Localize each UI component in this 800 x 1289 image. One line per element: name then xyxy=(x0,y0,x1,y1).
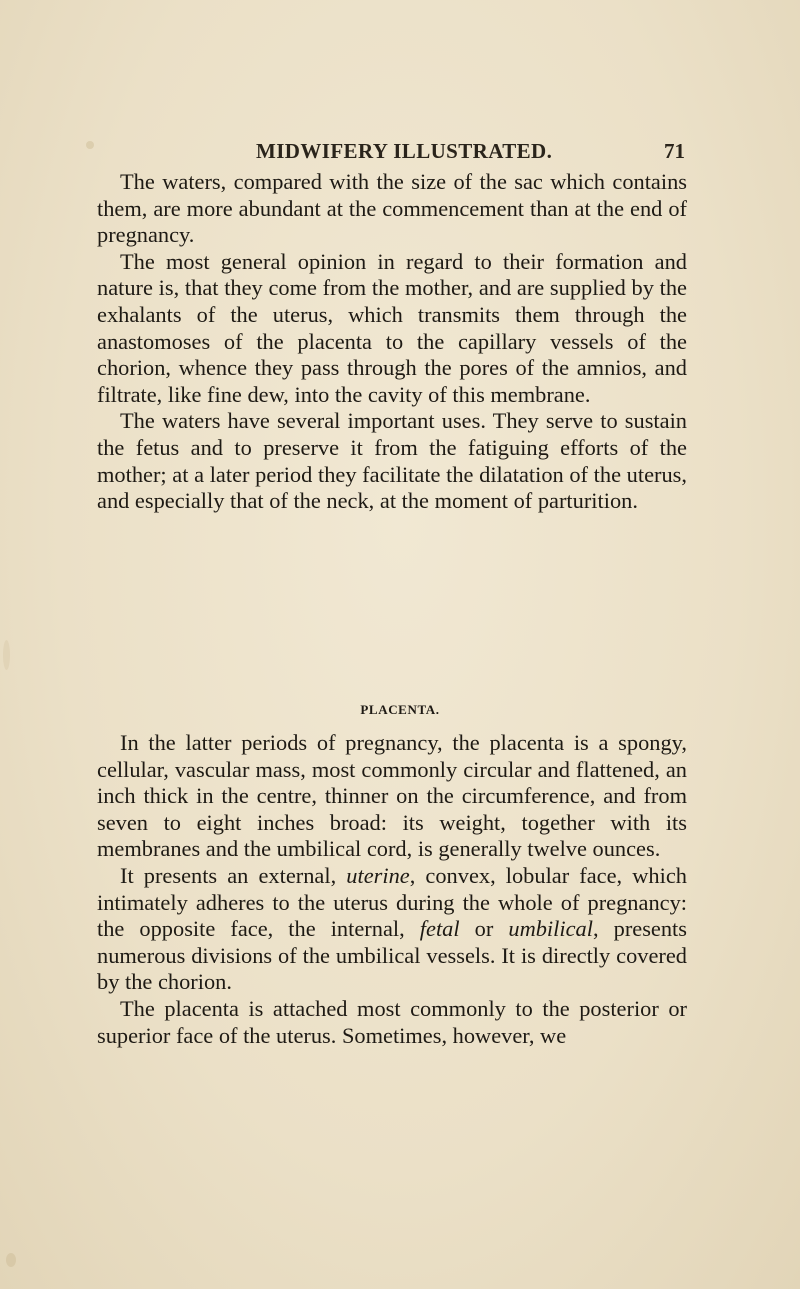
text-run: It presents an external, xyxy=(120,862,347,888)
paragraph: The most general opinion in regard to their formation and nature is, that they come from the mother, and are supplied by the exhalants of the uterus, which transmits them through the anastomoses of the placenta to the capillary vessels of the chorion, whence they pass through the pores of the amnios, and filtrate, like fine dew, into the cavity of this membrane. xyxy=(97,248,687,407)
paragraph: The waters, compared with the size of the sac which contains them, are more abundant at the commencement than at the end of pregnancy. xyxy=(97,169,687,248)
paper-stain xyxy=(3,640,10,670)
paragraph xyxy=(97,863,687,996)
paragraph: The waters have several important uses. They serve to sustain the fetus and to preserve it from the fatiguing efforts of the mother; at a later period they facilitate the dilatation of the uterus, and especially that of the neck, at the moment of parturition. xyxy=(97,408,687,514)
paper-stain xyxy=(6,1253,16,1267)
paragraph: The placenta is attached most commonly to the posterior or superior face of the uterus. Sometimes, however, we xyxy=(97,995,687,1048)
paragraph: In the latter periods of pregnancy, the placenta is a spongy, cellular, vascular mass, most commonly circular and flattened, an inch thick in the centre, thinner on the circumference, and from seven to eight inches broad: its weight, together with its membranes and the umbilical cord, is generally twelve ounces. xyxy=(97,730,687,862)
text-run: , convex, lobular face, which intimately adheres to the uterus during the whole of pregnancy: the opposite face, the internal, xyxy=(97,862,687,942)
text-run: or xyxy=(459,916,509,942)
page-header xyxy=(0,139,800,169)
italic-term: umbilical xyxy=(508,916,593,942)
text-run: , presents numerous divisions of the umbilical vessels. It is directly covered by the chorion. xyxy=(97,916,687,995)
page-number: 71 xyxy=(664,139,685,163)
waters-section xyxy=(97,169,687,515)
placenta-section xyxy=(97,730,687,1049)
italic-term: uterine xyxy=(346,862,410,888)
section-heading: PLACENTA. xyxy=(360,702,440,717)
running-title: MIDWIFERY ILLUSTRATED. xyxy=(256,139,553,163)
italic-term: fetal xyxy=(419,916,460,942)
